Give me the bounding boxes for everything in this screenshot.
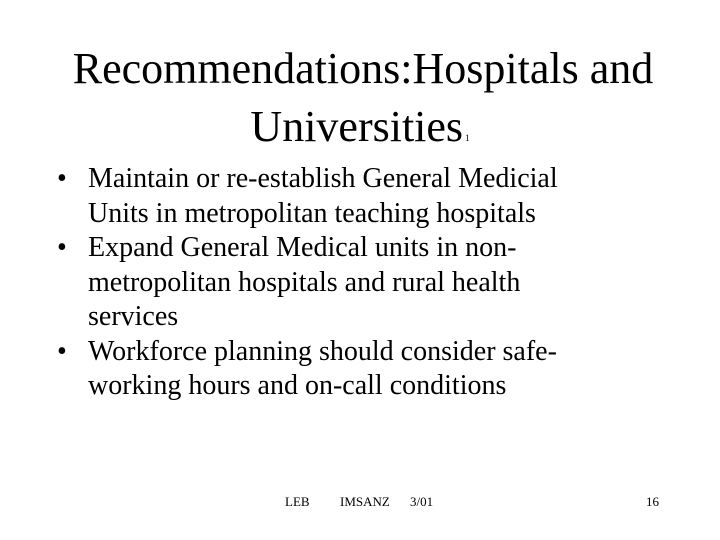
- title-footnote-marker: 1: [465, 133, 470, 143]
- slide-title-line-2: [0, 98, 720, 167]
- bullet-text: Expand General Medical units in non- metropolitan hospitals and rural health services: [88, 232, 521, 332]
- title-text-line-1: Recommendations:Hospitals and: [72, 44, 654, 93]
- footer-date: 3/01: [410, 494, 434, 509]
- bullet-marker: •: [57, 232, 67, 263]
- bullet-item: [0, 231, 720, 335]
- title-text-line-2: Universities: [250, 102, 464, 151]
- footer-author: LEB: [285, 494, 310, 509]
- bullet-text: Workforce planning should consider safe- working hours and on-call conditions: [88, 335, 557, 401]
- footer-organization: IMSANZ: [340, 494, 390, 509]
- bullet-text: Maintain or re-establish General Medicial Units in metropolitan teaching hospitals: [88, 163, 558, 229]
- footer-page-number: 16: [646, 494, 659, 509]
- bullet-marker: •: [57, 335, 67, 367]
- bullet-list: [0, 162, 720, 404]
- slide-title-line-1: [3, 40, 720, 98]
- bullet-marker: •: [57, 163, 67, 194]
- bullet-item: [0, 335, 720, 404]
- bullet-item: [0, 162, 720, 231]
